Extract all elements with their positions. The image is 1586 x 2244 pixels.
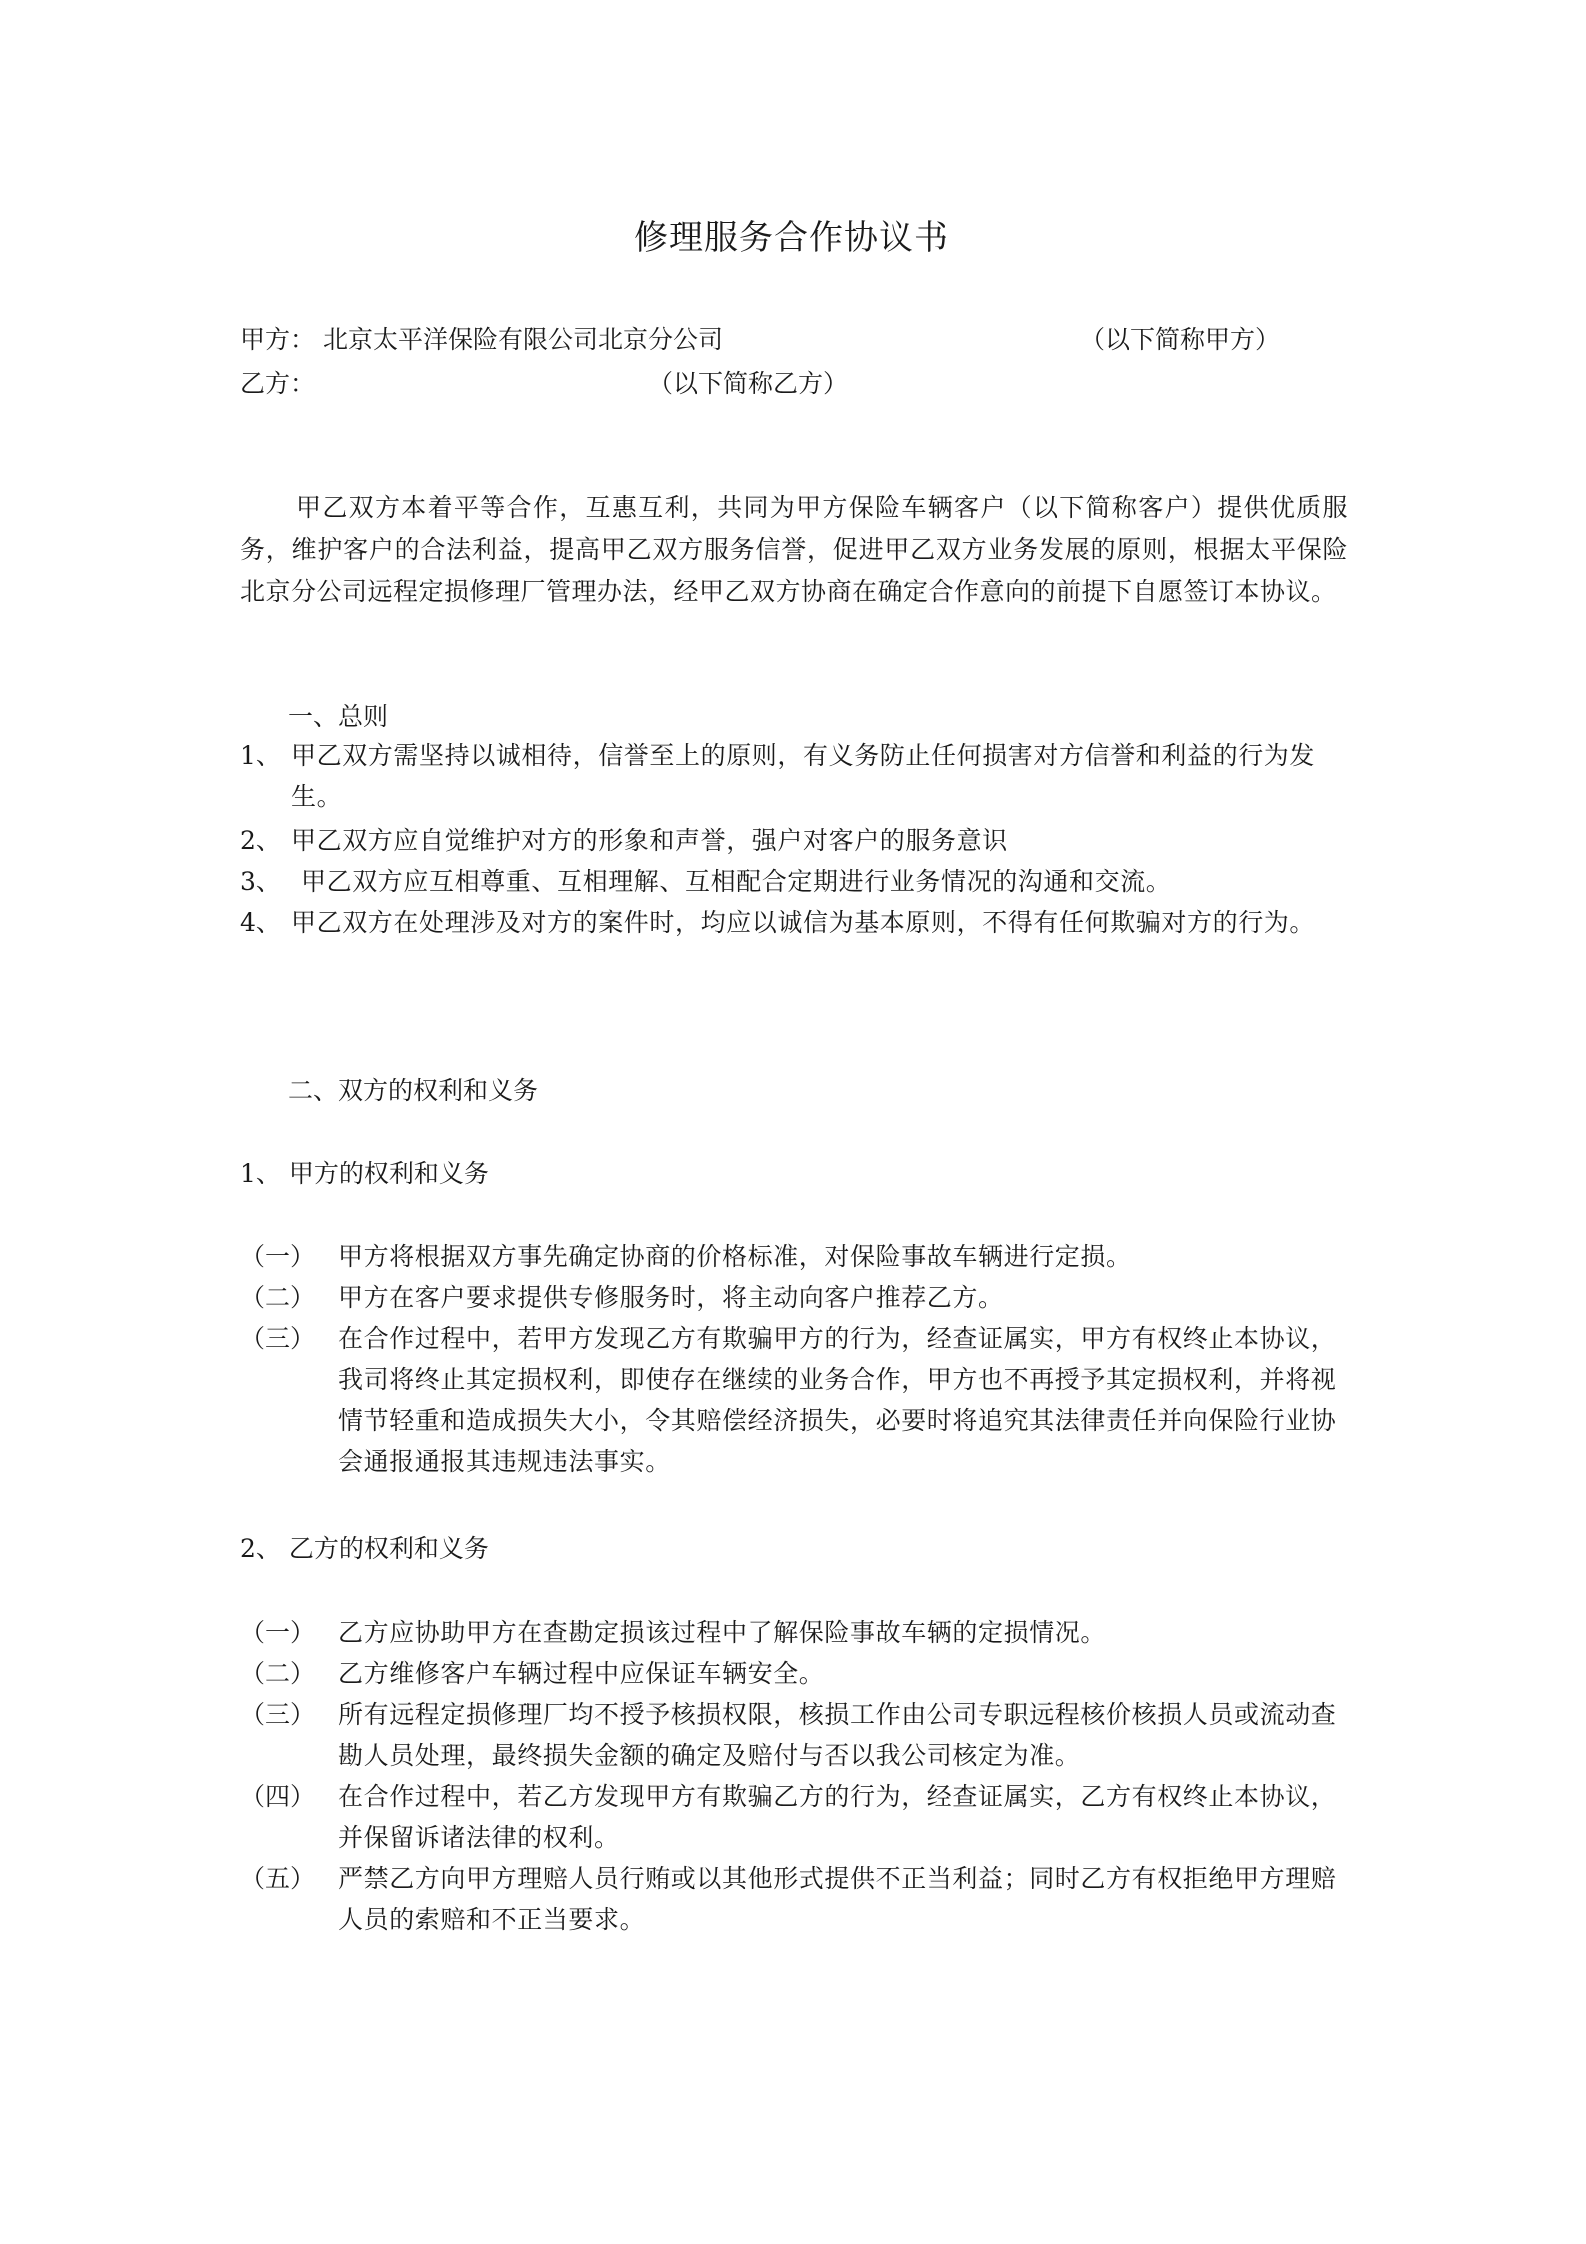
sub1-item-number: （三） — [240, 1324, 316, 1353]
section1-item-number: 1、 — [240, 741, 281, 770]
sub2-item-text: 在合作过程中，若乙方发现甲方有欺骗乙方的行为，经查证属实，乙方有权终止本协议，并保留诉诸法律的权利。 — [338, 1782, 1337, 1852]
sub1-item-number: （二） — [240, 1283, 316, 1312]
sub1-item-number: （一） — [240, 1242, 316, 1271]
preamble-paragraph: 甲乙双方本着平等合作，互惠互利，共同为甲方保险车辆客户（以下简称客户）提供优质服务，维护客户的合法利益，提高甲乙双方服务信誉，促进甲乙双方业务发展的原则，根据太平保险北京分公司远程定损修理厂管理办法，经甲乙双方协商在确定合作意向的前提下自愿签订本协议。 — [240, 493, 1348, 606]
document-title: 修理服务合作协议书 — [634, 218, 949, 258]
sub1-item-text: 甲方在客户要求提供专修服务时，将主动向客户推荐乙方。 — [338, 1283, 1004, 1312]
party-a-name: 北京太平洋保险有限公司北京分公司 — [323, 325, 724, 354]
section2-sub2-heading: 2、 乙方的权利和义务 — [240, 1534, 489, 1563]
sub2-item-number: （一） — [240, 1618, 316, 1647]
section2-sub1-heading: 1、 甲方的权利和义务 — [240, 1159, 489, 1188]
sub2-item-text: 所有远程定损修理厂均不授予核损权限，核损工作由公司专职远程核价核损人员或流动查勘人员处理，最终损失金额的确定及赔付与否以我公司核定为准。 — [338, 1700, 1337, 1770]
section1-item-number: 2、 — [240, 826, 281, 855]
party-b-abbr: （以下简称乙方） — [648, 369, 849, 398]
party-a-abbr: （以下简称甲方） — [1080, 325, 1281, 354]
party-a-label: 甲方： — [240, 325, 316, 354]
sub2-item-number: （三） — [240, 1700, 316, 1729]
sub1-item-text: 甲方将根据双方事先确定协商的价格标准，对保险事故车辆进行定损。 — [338, 1242, 1132, 1271]
section1-item-text: 甲乙双方需坚持以诚相待，信誉至上的原则，有义务防止任何损害对方信誉和利益的行为发生。 — [291, 741, 1316, 811]
section1-item-text: 甲乙双方应自觉维护对方的形象和声誉，强户对客户的服务意识 — [291, 826, 1008, 855]
sub2-item-text: 乙方维修客户车辆过程中应保证车辆安全。 — [338, 1659, 825, 1688]
section1-item-number: 4、 — [240, 908, 281, 937]
section1-item-number: 3、 — [240, 867, 281, 896]
sub2-item-number: （四） — [240, 1782, 316, 1811]
section1-heading: 一、总则 — [288, 702, 389, 731]
section1-item-text: 甲乙双方应互相尊重、互相理解、互相配合定期进行业务情况的沟通和交流。 — [301, 867, 1172, 896]
party-b-label: 乙方： — [240, 369, 316, 398]
sub1-item-text: 在合作过程中，若甲方发现乙方有欺骗甲方的行为，经查证属实，甲方有权终止本协议，我司将终止其定损权利，即使存在继续的业务合作，甲方也不再授予其定损权利，并将视情节轻重和造成损失大小，令其赔偿经济损失，必要时将追究其法律责任并向保险行业协会通报通报其违规违法事实。 — [338, 1324, 1337, 1476]
section1-item-text: 甲乙双方在处理涉及对方的案件时，均应以诚信为基本原则，不得有任何欺骗对方的行为。 — [291, 908, 1316, 937]
section2-heading: 二、双方的权利和义务 — [288, 1076, 539, 1105]
sub2-item-number: （二） — [240, 1659, 316, 1688]
sub2-item-number: （五） — [240, 1864, 316, 1893]
sub2-item-text: 乙方应协助甲方在查勘定损该过程中了解保险事故车辆的定损情况。 — [338, 1618, 1107, 1647]
sub2-item-text: 严禁乙方向甲方理赔人员行贿或以其他形式提供不正当利益；同时乙方有权拒绝甲方理赔人员的索赔和不正当要求。 — [338, 1864, 1337, 1934]
